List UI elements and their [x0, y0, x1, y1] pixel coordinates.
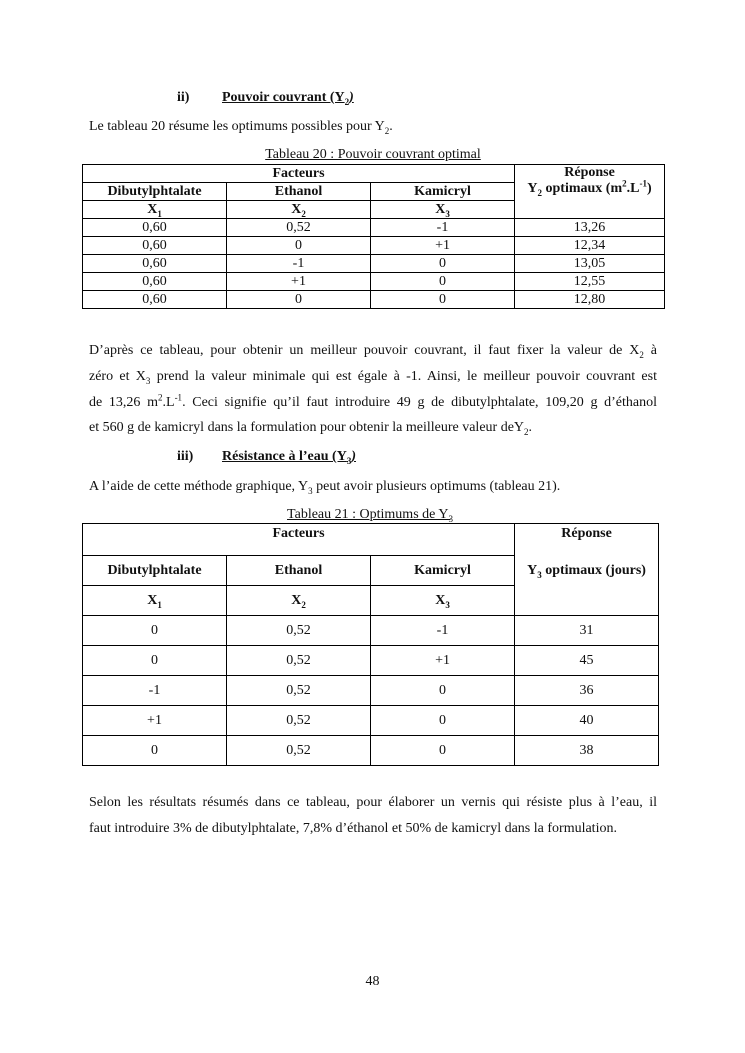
table-row: -1 0,52 0 36 — [83, 676, 659, 706]
variable-header: $X_2$ — [227, 201, 371, 219]
section-title: Pouvoir couvrant $(Y_2)$ — [222, 90, 354, 107]
column-header: Kamicryl — [371, 556, 515, 586]
paragraph-line: Selon les résultats résumés dans ce tableau, pour élaborer un vernis qui résiste plus à l’eau, il — [89, 795, 657, 810]
table20 — [82, 164, 665, 309]
table21 — [82, 523, 659, 766]
variable-header: $X_1$ — [83, 201, 227, 219]
group-header: Facteurs — [83, 524, 515, 556]
response-unit: $Y_3$ optimaux (jours) — [515, 556, 659, 586]
paragraph-line: zéro et $X_3$ prend la valeur minimale qui est égale à -1. Ainsi, le meilleur pouvoir couvrant est — [89, 369, 657, 386]
paragraph-line: et 560 g de kamicryl dans la formulation pour obtenir la meilleure valeur deY$_2$. — [89, 420, 533, 437]
table-row: 0,60 0 +1 12,34 — [83, 237, 665, 255]
empty-cell — [515, 586, 659, 616]
paragraph-line: de 13,26 $m^2.L^{-1}$. Ceci signifie qu’il faut introduire 49 g de dibutylphtalate, 109,20 g d’éthanol — [89, 392, 658, 410]
column-header: Kamicryl — [371, 183, 515, 201]
column-header: Ethanol — [227, 556, 371, 586]
column-header: Dibutylphtalate — [83, 183, 227, 201]
response-header: Réponse $Y_2$ optimaux $(m^2.L^{-1})$ — [515, 165, 665, 219]
column-header: Ethanol — [227, 183, 371, 201]
table20-caption: Tableau 20 : Pouvoir couvrant optimal — [265, 147, 481, 162]
variable-header: $X_3$ — [371, 586, 515, 616]
page-number: 48 — [365, 974, 380, 989]
table-row: 0,60 0 0 12,80 — [83, 291, 665, 309]
table21-caption: Tableau 21 : Optimums de $Y_3$ — [287, 507, 453, 524]
paragraph-line: D’après ce tableau, pour obtenir un meilleur pouvoir couvrant, il faut fixer la valeur de $X_2$ à — [89, 343, 657, 360]
table-row: 0,60 0,52 -1 13,26 — [83, 219, 665, 237]
section-number: ii) — [177, 90, 190, 105]
section-title: Résistance à l’eau $(Y_3)$ — [222, 449, 356, 466]
intro-paragraph-iii: A l’aide de cette méthode graphique, $Y_3$ peut avoir plusieurs optimums (tableau 21). — [89, 479, 561, 496]
table-row: 0,60 +1 0 12,55 — [83, 273, 665, 291]
variable-header: $X_3$ — [371, 201, 515, 219]
table-row: 0 0,52 -1 31 — [83, 616, 659, 646]
table-row: 0 0,52 0 38 — [83, 736, 659, 766]
variable-header: $X_1$ — [83, 586, 227, 616]
variable-header: $X_2$ — [227, 586, 371, 616]
intro-paragraph-ii: Le tableau 20 résume les optimums possibles pour $Y_2$. — [89, 119, 393, 136]
table-row: 0 0,52 +1 45 — [83, 646, 659, 676]
group-header: Facteurs — [83, 165, 515, 183]
table-row: +1 0,52 0 40 — [83, 706, 659, 736]
table-row: 0,60 -1 0 13,05 — [83, 255, 665, 273]
column-header: Dibutylphtalate — [83, 556, 227, 586]
paragraph-line: faut introduire 3% de dibutylphtalate, 7,8% d’éthanol et 50% de kamicryl dans la formulation. — [89, 821, 617, 836]
section-number: iii) — [177, 449, 194, 464]
response-header: Réponse — [515, 524, 659, 556]
